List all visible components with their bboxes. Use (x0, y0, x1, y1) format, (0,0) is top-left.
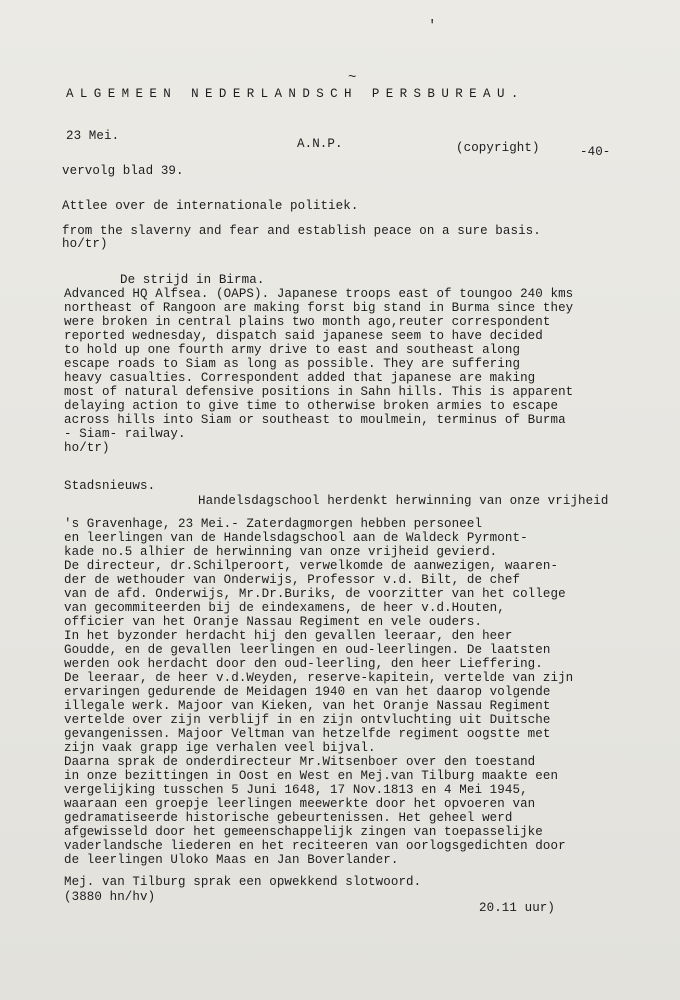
article-line: gevangenissen. Majoor Veltman van hetzelfde regiment oogstte met (64, 727, 551, 741)
article-line: vertelde over zijn verblijf in en zijn ontvluchting uit Duitsche (64, 713, 551, 727)
copyright-label: (copyright) (456, 141, 540, 155)
article-line: illegale werk. Majoor van Kieken, van het Oranje Nassau Regiment (64, 699, 551, 713)
attlee-initials: ho/tr) (62, 237, 108, 251)
article-line: van gecommiteerden bij de eindexamens, de heer v.d.Houten, (64, 601, 505, 615)
birma-line: northeast of Rangoon are making forst big stand in Burma since they (64, 301, 574, 315)
page-number: -40- (580, 145, 611, 159)
ink-speck: ' (428, 18, 437, 34)
agency-name: ALGEMEEN NEDERLANDSCH PERSBUREAU. (66, 87, 525, 101)
birma-title: De strijd in Birma. (120, 273, 265, 287)
article-line: Daarna sprak de onderdirecteur Mr.Witsenboer over den toestand (64, 755, 536, 769)
footer-time: 20.11 uur) (479, 901, 556, 915)
birma-line: Advanced HQ Alfsea. (OAPS). Japanese troops east of toungoo 240 kms (64, 287, 574, 301)
article-line: ervaringen gedurende de Meidagen 1940 en van het daarop volgende (64, 685, 551, 699)
birma-line: to hold up one fourth army drive to east and southeast along (64, 343, 521, 357)
article-line: Mej. van Tilburg sprak een opwekkend slotwoord. (64, 875, 422, 889)
article-line: 's Gravenhage, 23 Mei.- Zaterdagmorgen hebben personeel (64, 517, 483, 531)
article-line: De directeur, dr.Schilperoort, verwelkomde de aanwezigen, waaren- (64, 559, 559, 573)
article-line: De leeraar, de heer v.d.Weyden, reserve-kapitein, vertelde van zijn (64, 671, 574, 685)
anp-label: A.N.P. (297, 137, 343, 151)
article-line: zijn vaak grapp ige verhalen veel bijval. (64, 741, 376, 755)
article-title: Handelsdagschool herdenkt herwinning van onze vrijheid (198, 494, 609, 508)
article-line: werden ook herdacht door den oud-leerling, den heer Lieffering. (64, 657, 543, 671)
footer-code: (3880 hn/hv) (64, 890, 156, 904)
article-line: de leerlingen Uloko Maas en Jan Boverlander. (64, 853, 399, 867)
birma-line: most of natural defensive positions in Sahn hills. This is apparent (64, 385, 574, 399)
vervolg-line: vervolg blad 39. (62, 164, 184, 178)
birma-line: escape roads to Siam as long as possible. They are suffering (64, 357, 521, 371)
attlee-title: Attlee over de internationale politiek. (62, 199, 359, 213)
birma-line: delaying action to give time to otherwise broken armies to escape (64, 399, 559, 413)
date: 23 Mei. (66, 129, 120, 143)
article-line: gedramatiseerde historische gebeurtenissen. Het geheel werd (64, 811, 513, 825)
birma-line: heavy casualties. Correspondent added that japanese are making (64, 371, 536, 385)
article-line: officier van het Oranje Nassau Regiment en vele ouders. (64, 615, 483, 629)
article-line: der de wethouder van Onderwijs, Professor v.d. Bilt, de chef (64, 573, 521, 587)
section-heading: Stadsnieuws. (64, 479, 156, 493)
birma-line: were broken in central plains two month ago,reuter correspondent (64, 315, 551, 329)
birma-line: reported wednesday, dispatch said japanese seem to have decided (64, 329, 543, 343)
article-line: vaderlandsche liederen en het reciteeren van oorlogsgedichten door (64, 839, 566, 853)
article-line: van de afd. Onderwijs, Mr.Dr.Buriks, de voorzitter van het college (64, 587, 566, 601)
birma-line: across hills into Siam or southeast to moulmein, terminus of Burma (64, 413, 566, 427)
article-line: en leerlingen van de Handelsdagschool aan de Waldeck Pyrmont- (64, 531, 528, 545)
article-line: kade no.5 alhier de herwinning van onze vrijheid gevierd. (64, 545, 498, 559)
birma-initials: ho/tr) (64, 441, 110, 455)
attlee-line: from the slaverny and fear and establish peace on a sure basis. (62, 224, 541, 238)
article-line: In het byzonder herdacht hij den gevallen leeraar, den heer (64, 629, 513, 643)
article-line: in onze bezittingen in Oost en West en Mej.van Tilburg maakte een (64, 769, 559, 783)
birma-line: - Siam- railway. (64, 427, 186, 441)
article-line: Goudde, en de gevallen leerlingen en oud-leerlingen. De laatsten (64, 643, 551, 657)
article-line: afgewisseld door het gemeenschappelijk zingen van toepasselijke (64, 825, 543, 839)
article-line: waaraan een groepje leerlingen meewerkte door het opvoeren van (64, 797, 536, 811)
article-line: vergelijking tusschen 5 Juni 1648, 17 Nov.1813 en 4 Mei 1945, (64, 783, 528, 797)
ink-speck: ~ (348, 70, 357, 86)
